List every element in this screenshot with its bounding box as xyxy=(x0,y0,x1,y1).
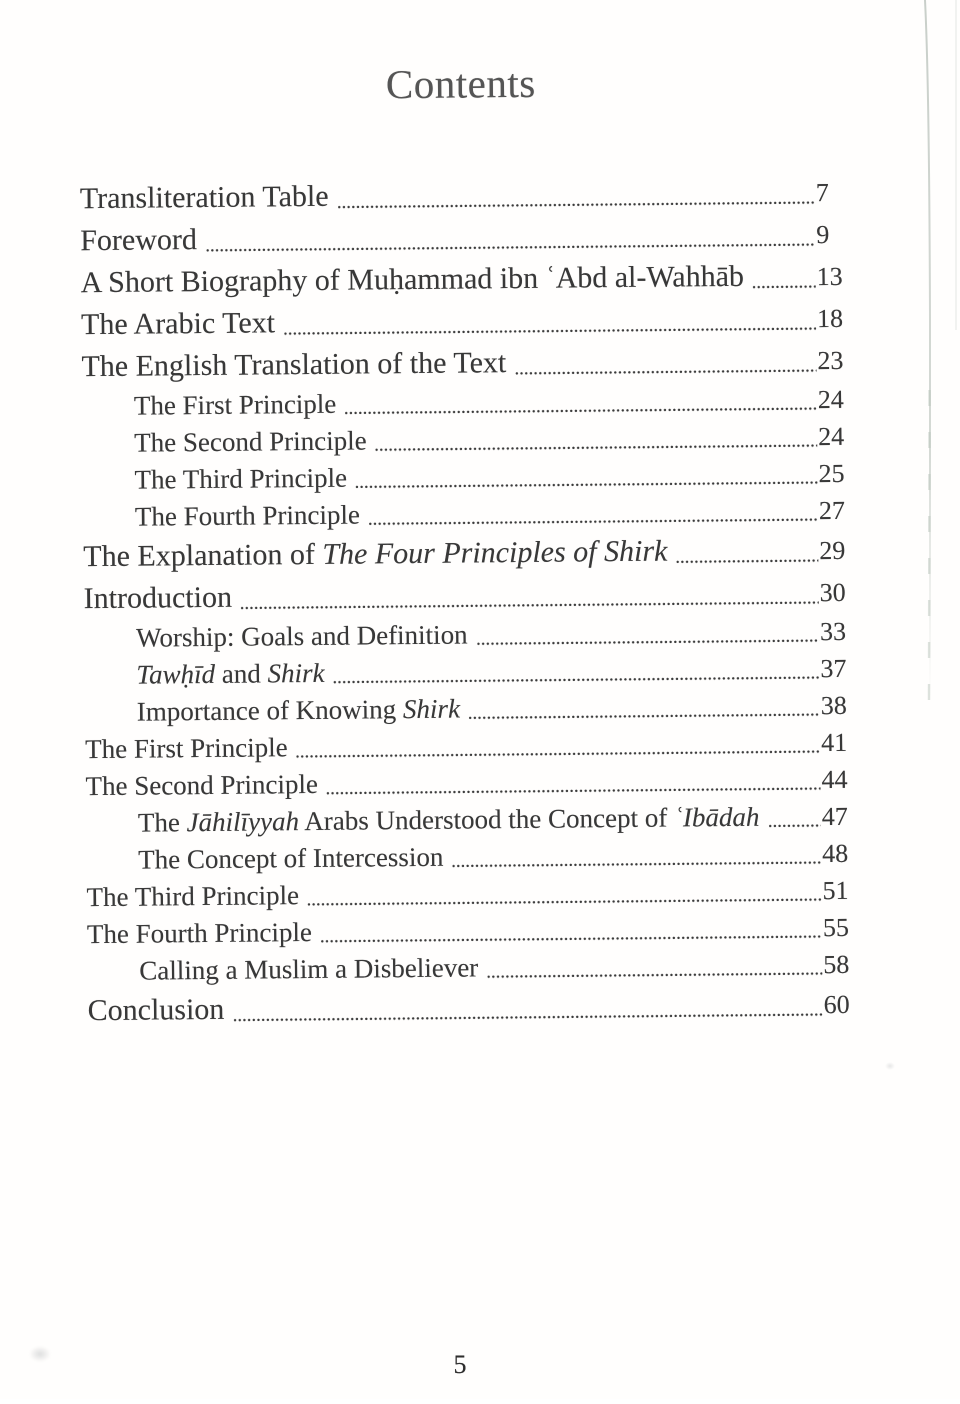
toc-entry-page: 24 xyxy=(818,381,846,418)
dot-leader xyxy=(676,559,818,563)
toc-list xyxy=(80,171,852,1032)
dot-leader xyxy=(769,824,821,828)
toc-entry-title: The Fourth Principle xyxy=(87,914,312,953)
dot-leader xyxy=(241,601,819,610)
dot-leader xyxy=(321,935,822,943)
toc-entry xyxy=(80,213,844,262)
toc-entry-title: Worship: Goals and Definition xyxy=(136,616,468,656)
dot-leader xyxy=(338,201,815,209)
toc-entry-page: 55 xyxy=(823,909,851,946)
toc-entry-page: 7 xyxy=(816,172,844,214)
toc-entry-page: 27 xyxy=(819,492,847,529)
toc-entry-title: Conclusion xyxy=(87,989,224,1032)
scan-line-inner xyxy=(925,0,930,700)
toc-entry-title: The Jāhilīyyah Arabs Understood the Concept of ʿIbādah xyxy=(138,799,760,842)
dot-leader xyxy=(369,518,818,525)
dot-leader xyxy=(376,444,818,451)
toc-entry-title: The Concept of Intercession xyxy=(138,839,443,879)
toc-entry-title: The English Translation of the Text xyxy=(81,342,506,388)
dot-leader xyxy=(308,898,822,906)
toc-entry-page: 29 xyxy=(819,530,847,572)
toc-entry xyxy=(87,983,851,1032)
toc-entry-title: Calling a Muslim a Disbeliever xyxy=(139,949,478,989)
toc-entry-page: 18 xyxy=(817,298,845,340)
dot-leader xyxy=(327,787,821,795)
toc-entry-page: 47 xyxy=(822,798,850,835)
dot-leader xyxy=(297,750,821,758)
toc-entry xyxy=(81,339,845,388)
toc-entry-title: Foreword xyxy=(80,219,197,262)
toc-entry xyxy=(81,297,845,346)
dot-leader xyxy=(356,481,818,488)
toc-entry xyxy=(80,255,844,304)
toc-entry-page: 33 xyxy=(820,613,848,650)
toc-entry-page: 24 xyxy=(818,418,846,455)
toc-entry xyxy=(80,171,844,220)
toc-entry-title: The Third Principle xyxy=(86,877,299,916)
toc-entry-page: 48 xyxy=(822,835,850,872)
dot-leader xyxy=(477,639,819,645)
toc-entry-title: The First Principle xyxy=(85,729,288,768)
dot-leader xyxy=(345,407,817,415)
toc-entry-page: 60 xyxy=(823,984,851,1026)
toc-entry-page: 23 xyxy=(817,340,845,382)
toc-entry-page: 58 xyxy=(823,946,851,983)
toc-entry-page: 13 xyxy=(816,256,844,298)
toc-entry-page: 51 xyxy=(822,872,850,909)
dot-leader xyxy=(469,713,820,719)
toc-entry-title: Introduction xyxy=(84,577,233,620)
toc-entry-title: The First Principle xyxy=(134,386,337,425)
toc-entry-title: The Second Principle xyxy=(85,766,318,805)
dot-leader xyxy=(452,861,821,868)
toc-entry xyxy=(86,798,850,842)
toc-entry-page: 30 xyxy=(819,572,847,614)
page-number: 5 xyxy=(430,1350,490,1380)
dot-leader xyxy=(233,1013,822,1022)
toc-entry-page: 38 xyxy=(821,687,849,724)
toc-entry-title: The Arabic Text xyxy=(81,302,275,346)
dot-leader xyxy=(515,369,816,375)
toc-entry-title: The Explanation of The Four Principles of Shirk xyxy=(83,531,667,579)
toc-entry-page: 37 xyxy=(820,650,848,687)
toc-entry-title: The Second Principle xyxy=(134,422,367,461)
toc-entry-title: Importance of Knowing Shirk xyxy=(137,691,461,731)
toc-entry-page: 25 xyxy=(818,455,846,492)
scan-line-inner-green xyxy=(929,390,930,700)
toc-entry-title: Transliteration Table xyxy=(80,176,329,220)
dot-leader xyxy=(334,676,820,684)
dot-leader xyxy=(753,285,816,289)
dot-leader xyxy=(284,327,816,335)
toc-entry-title: Tawḥīd and Shirk xyxy=(136,655,324,694)
dot-leader xyxy=(487,972,822,978)
toc-entry-page: 41 xyxy=(821,724,849,761)
page-content xyxy=(79,55,852,1032)
scan-smudge-bottom-left xyxy=(29,1346,51,1362)
toc-entry-page: 44 xyxy=(821,761,849,798)
toc-entry-title: A Short Biography of Muḥammad ibn ʿAbd al-Wahhāb xyxy=(80,256,744,304)
toc-entry-title: The Fourth Principle xyxy=(135,497,360,536)
scan-speck-right xyxy=(885,1062,895,1070)
page-title: Contents xyxy=(79,55,843,112)
toc-entry xyxy=(84,571,848,620)
toc-entry xyxy=(83,529,847,578)
dot-leader xyxy=(206,243,815,252)
toc-entry-title: The Third Principle xyxy=(134,460,347,499)
toc-entry-page: 9 xyxy=(816,214,844,256)
